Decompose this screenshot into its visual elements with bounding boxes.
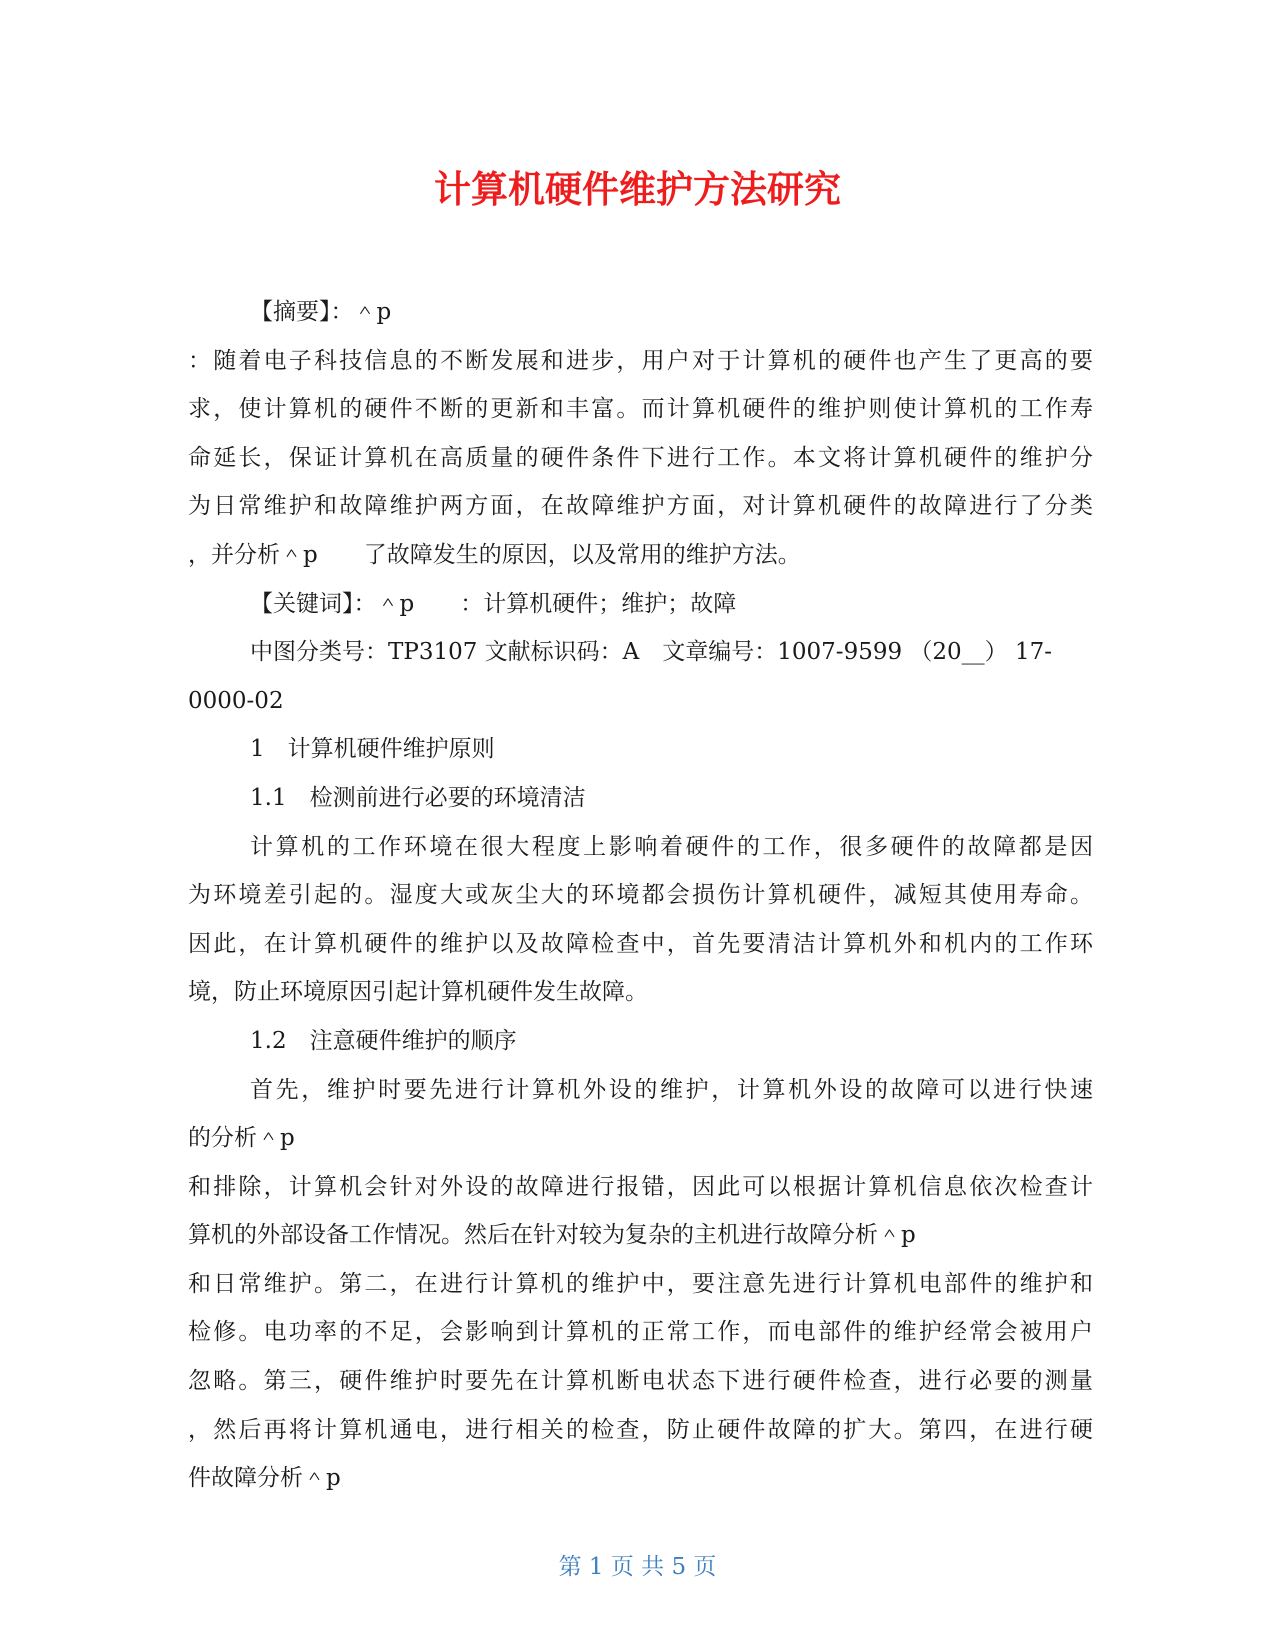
text-line: 为日常维护和故障维护两方面，在故障维护方面，对计算机硬件的故障进行了分类 xyxy=(188,493,1093,520)
text-line: 首先，维护时要先进行计算机外设的维护，计算机外设的故障可以进行快速 xyxy=(250,1076,1093,1103)
text-line: 和排除，计算机会针对外设的故障进行报错，因此可以根据计算机信息依次检查计 xyxy=(188,1173,1093,1200)
subsection-heading: 1.1 检测前进行必要的环境清洁 xyxy=(250,784,586,811)
text-line: 件故障分析＾p xyxy=(188,1465,341,1492)
text-line: 和日常维护。第二，在进行计算机的维护中，要注意先进行计算机电部件的维护和 xyxy=(188,1270,1093,1297)
page-footer: 第 1 页 共 5 页 xyxy=(558,1554,717,1580)
document-title: 计算机硬件维护方法研究 xyxy=(434,168,841,211)
abstract-heading: 【摘要】：＾p xyxy=(250,299,392,325)
text-line: 命延长，保证计算机在高质量的硬件条件下进行工作。本文将计算机硬件的维护分 xyxy=(188,444,1093,471)
classification-line: 中图分类号：TP3107 文献标识码：A 文章编号：1007-9599 （20__） 17- xyxy=(250,639,1053,666)
document-body xyxy=(188,288,1093,1503)
text-line: 0000-02 xyxy=(188,687,284,714)
text-line: ，然后再将计算机通电，进行相关的检查，防止硬件故障的扩大。第四，在进行硬 xyxy=(188,1416,1093,1443)
text-line: 忽略。第三，硬件维护时要先在计算机断电状态下进行硬件检查，进行必要的测量 xyxy=(188,1368,1093,1395)
text-line: 为环境差引起的。湿度大或灰尘大的环境都会损伤计算机硬件，减短其使用寿命。 xyxy=(188,882,1093,909)
text-line: 的分析＾p xyxy=(188,1125,295,1152)
text-line: 检修。电功率的不足，会影响到计算机的正常工作，而电部件的维护经常会被用户 xyxy=(188,1319,1093,1346)
text-line: 求，使计算机的硬件不断的更新和丰富。而计算机硬件的维护则使计算机的工作寿 xyxy=(188,396,1093,423)
section-heading: 1 计算机硬件维护原则 xyxy=(250,736,495,763)
text-line: 因此，在计算机硬件的维护以及故障检查中，首先要清洁计算机外和机内的工作环 xyxy=(188,930,1093,957)
text-line: ，并分析＾p 了故障发生的原因，以及常用的维护方法。 xyxy=(188,541,801,568)
text-line: 境，防止环境原因引起计算机硬件发生故障。 xyxy=(188,979,648,1006)
subsection-heading: 1.2 注意硬件维护的顺序 xyxy=(250,1027,517,1054)
text-line: 计算机的工作环境在很大程度上影响着硬件的工作，很多硬件的故障都是因 xyxy=(250,833,1093,860)
keywords-line: 【关键词】：＾p ：计算机硬件；维护；故障 xyxy=(250,590,737,617)
text-line: 算机的外部设备工作情况。然后在针对较为复杂的主机进行故障分析＾p xyxy=(188,1222,916,1249)
text-line: ：随着电子科技信息的不断发展和进步，用户对于计算机的硬件也产生了更高的要 xyxy=(188,347,1093,374)
